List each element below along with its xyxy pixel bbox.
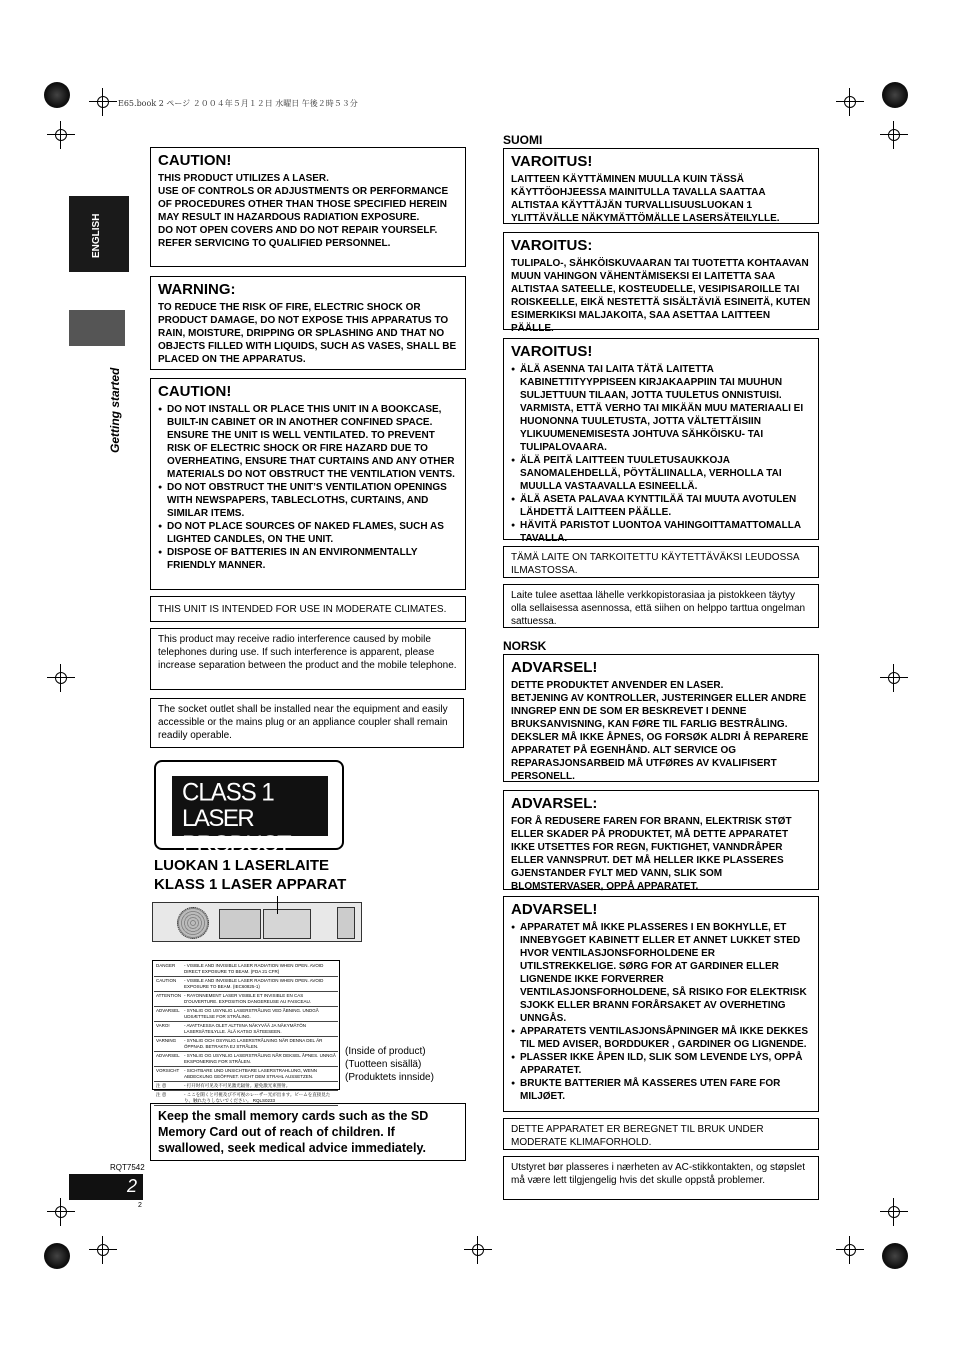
laser-caption-finnish: LUOKAN 1 LASERLAITE <box>154 857 330 874</box>
print-header-meta: E65.book 2 ページ ２００４年５月１２日 水曜日 午後２時５３分 <box>118 99 358 108</box>
product-rear-illustration <box>152 902 362 942</box>
inside-label-text: - SICHTBARE UND UNSICHTBARE LASERSTRAHLUNG, WENN ABDECKUNG GEÖFFNET. NICHT DEM STRAHL AUSSETZEN. <box>184 1068 318 1079</box>
warning-title: WARNING: <box>158 281 236 298</box>
varoitus-box-2 <box>503 232 819 334</box>
norsk-socket-text: Utstyret bør plasseres i nærheten av AC-stikkontakten, og støpslet må være lett tilgjengelig hvis det skulle oppstå problemer. <box>511 1162 806 1186</box>
registration-dot-top-right <box>882 82 908 108</box>
varoitus-text: TULIPALO-, SÄHKÖISKUVAARAN TAI TUOTETTA KOHTAAVAN MUUN VAHINGON VÄHENTÄMISEKSI EI LAITETTA SAA ALTISTAA SATEELLE, KOSTEUDELLE, VESIPISAROILLE TAI ROISKEELLE, EIKÄ NESTETTÄ SISÄLTÄVIÄ ESINEITÄ, KUTEN ESIMERKIKSI MALJAKOITA, SAA ASETTAA LAITTEEN PÄÄLLE. <box>511 258 811 334</box>
memory-card-warning-text: Keep the small memory cards such as the SD Memory Card out of reach of children. If swallowed, seek medical advice immediately. <box>158 1109 429 1155</box>
list-item: ● PLASSER IKKE ÅPEN ILD, SLIK SOM LEVENDE LYS, OPPÅ APPARATET. <box>511 1051 811 1077</box>
connector-panel-icon <box>219 909 261 939</box>
inside-label-row <box>154 977 338 992</box>
norsk-climate-text: DETTE APPARATET ER BEREGNET TIL BRUK UNDER MODERATE KLIMAFORHOLD. <box>511 1124 764 1148</box>
inside-label-row <box>154 992 338 1007</box>
crosshair-mark <box>880 1198 908 1226</box>
radio-interference-note <box>150 628 466 690</box>
inside-label-tag: CAUTION <box>156 978 177 983</box>
advarsel-text: FOR Å REDUSERE FAREN FOR BRANN, ELEKTRISK STØT ELLER SKADER PÅ PRODUKTET, MÅ DETTE APPARATET IKKE UTSETTES FOR REGN, FUKTIGHET, VANNDRÅPER ELLER VANNSPRUT. DET MÅ HELLER IKKE PLASSERES GJENSTANDER FYLT MED VANN, SLIK SOM BLOMSTERVASER, OPPÅ APPARATET. <box>511 816 792 892</box>
crosshair-mark <box>464 1236 492 1264</box>
advarsel-box-3 <box>503 896 819 1112</box>
inside-label-tag: 注 意 <box>156 1083 167 1088</box>
varoitus-text: LAITTEEN KÄYTTÄMINEN MUULLA KUIN TÄSSÄ KÄYTTÖOHJEESSA MAINITULLA TAVALLA SAATTAA ALTISTAA KÄYTTÄJÄN TURVALLISUUSLUOKAN 1 YLITTÄVÄLLE NÄKYMÄTTÖMÄLLE LASERSÄTEILYLLE. <box>511 174 780 224</box>
norsk-climate-note <box>503 1118 819 1150</box>
inside-label-text: - VISIBLE AND INVISIBLE LASER RADIATION WHEN OPEN. AVOID EXPOSURE TO BEAM. (IEC60825-1) <box>184 978 324 989</box>
list-item: ● APPARATETS VENTILASJONSÅPNINGER MÅ IKKE DEKKES TIL MED AVISER, BORDDUKER , GARDINER OG LIGNENDE. <box>511 1025 811 1051</box>
list-item: ● ÄLÄ ASENNA TAI LAITA TÄTÄ LAITETTA KABINETTITYYPPISEEN KIRJAKAAPPIIN TAI MUUHUN SULJETTUUN TILAAN, JOTTA TUULETUS ONNISTUISI. VARMISTA, ETTÄ VERHO TAI MIKÄÄN MUU MATERIAALI EI HUONONNA TUULETUSTA, JOTTA VÄLTETTÄISIIN YLIKUUMENEMISESTA JOHTUVA SÄHKÖISKU- TAI TULIPALOVAARA. <box>511 363 811 454</box>
list-item: ● DO NOT INSTALL OR PLACE THIS UNIT IN A BOOKCASE, BUILT-IN CABINET OR IN ANOTHER CONFINED SPACE. ENSURE THE UNIT IS WELL VENTILATED. TO PREVENT RISK OF ELECTRIC SHOCK OR FIRE HAZARD DUE TO OVERHEATING, ENSURE THAT CURTAINS AND ANY OTHER MATERIALS DO NOT OBSTRUCT THE VENTILATION VENTS. <box>158 403 458 481</box>
list-item: ● ÄLÄ PEITÄ LAITTEEN TUULETUSAUKKOJA SANOMALEHDELLÄ, PÖYTÄLIINALLA, VERHOLLA TAI MUULLA VASTAAVALLA ESINEELLÄ. <box>511 454 811 493</box>
list-item: ● APPARATET MÅ IKKE PLASSERES I EN BOKHYLLE, ET INNEBYGGET KABINETT ELLER ET ANNET LUKKET STED HVOR VENTILASJONSFORHOLDENE ER UTILSTREKKELIGE. SØRG FOR AT GARDINER ELLER LIGNENDE IKKE FORVERRER VENTILASJONSFORHOLDENE, SÅ RISIKO FOR ELEKTRISK SJOKK ELLER BRANN FORÅRSAKET AV OVERHETING UNNGÅS. <box>511 921 811 1025</box>
connector-panel-icon <box>263 909 311 939</box>
inside-label-tag: VARO! <box>156 1023 170 1028</box>
inside-label-tag: 注 意 <box>156 1092 167 1097</box>
inside-label-row <box>154 1052 338 1067</box>
inside-label-text: - SYNLIG OCH OSYNLIG LASERSTRÅLNING NÄR DENNA DEL ÄR ÖPPNAD. BETRAKTA EJ STRÅLEN. <box>184 1038 323 1049</box>
inside-label-tag: VORSICHT <box>156 1068 180 1073</box>
section-heading-suomi: SUOMI <box>503 133 543 147</box>
list-item: ● ÄLÄ ASETA PALAVAA KYNTTILÄÄ TAI MUUTA AVOTULEN LÄHDETTÄ LAITTEEN PÄÄLLE. <box>511 493 811 519</box>
language-tab-label: ENGLISH <box>91 213 102 258</box>
class1-laser-label-inner <box>172 776 328 858</box>
section-tab <box>69 310 125 346</box>
caution-title: CAUTION! <box>158 152 232 169</box>
advarsel-title: ADVARSEL! <box>511 901 598 918</box>
suomi-socket-text: Laite tulee asettaa lähelle verkkopistorasiaa ja pistokkeen täytyy olla sellaisessa asennossa, että siihen on helppo tarttua ongelman sattuessa. <box>511 590 806 627</box>
inside-label-row <box>154 1007 338 1022</box>
inside-label-tag: ADVARSEL <box>156 1053 180 1058</box>
inside-label-text: - SYNLIG OG USYNLIG LASERSTRÅLING VED ÅBNING. UNDGÅ UDSÆTTELSE FOR STRÅLING. <box>184 1008 319 1019</box>
norsk-socket-note <box>503 1156 819 1200</box>
inside-label-text: - 打开时有可见及不可见激光辐射。避免激光束照射。 <box>184 1083 291 1088</box>
section-heading-norsk: NORSK <box>503 639 547 653</box>
advarsel-title: ADVARSEL! <box>511 659 598 676</box>
page-number: 2 <box>126 1176 137 1196</box>
inside-label-row <box>154 1037 338 1052</box>
crosshair-mark <box>47 1198 75 1226</box>
section-label: Getting started <box>108 367 122 453</box>
crosshair-mark <box>880 121 908 149</box>
crosshair-mark <box>836 1236 864 1264</box>
class1-laser-label <box>154 760 344 858</box>
crosshair-mark <box>836 88 864 116</box>
varoitus-title: VAROITUS: <box>511 237 593 254</box>
climate-note <box>150 596 466 622</box>
inside-label-row <box>154 962 338 977</box>
varoitus-box-3 <box>503 338 819 544</box>
list-item: ● HÄVITÄ PARISTOT LUONTOA VAHINGOITTAMATTOMALLA TAVALLA. <box>511 519 811 545</box>
caution-ventilation-box <box>150 378 466 590</box>
climate-note-text: THIS UNIT IS INTENDED FOR USE IN MODERATE CLIMATES. <box>158 604 447 615</box>
crosshair-mark <box>880 664 908 692</box>
inside-label-caption: (Inside of product) (Tuotteen sisällä) (Produktets innside) <box>345 1046 434 1083</box>
language-tab <box>69 196 129 272</box>
connector-panel-icon <box>337 907 355 939</box>
inside-label-row <box>154 1082 338 1091</box>
laser-caption-swedish: KLASS 1 LASER APPARAT <box>154 876 347 893</box>
radio-interference-text: This product may receive radio interference caused by mobile telephones during use. If such interference is apparent, please increase separation between the product and the mobile telephone. <box>158 634 457 671</box>
advarsel-box-2 <box>503 790 819 890</box>
caution-box <box>150 147 466 267</box>
inside-label-text: - AVATTAESSA OLET ALTTIINA NÄKYVÄÄ JA NÄKYMÄTÖN LASERSÄTEILYLLE. ÄLÄ KATSO SÄTEESEEN. <box>184 1023 307 1034</box>
crosshair-mark <box>47 664 75 692</box>
inside-warning-label <box>152 960 340 1103</box>
suomi-climate-text: TÄMÄ LAITE ON TARKOITETTU KÄYTETTÄVÄKSI LEUDOSSA ILMASTOSSA. <box>511 552 800 576</box>
varoitus-title: VAROITUS! <box>511 153 593 170</box>
varoitus-list <box>511 363 811 545</box>
inside-label-tag: DANGER <box>156 963 176 968</box>
advarsel-box-1 <box>503 654 819 782</box>
registration-dot-bottom-right <box>882 1243 908 1269</box>
advarsel-text: DETTE PRODUKTET ANVENDER EN LASER. BETJENING AV KONTROLLER, JUSTERINGER ELLER ANDRE INNGREP ENN DE SOM ER BESKREVET I DENNE BRUKSANVISNING, KAN FØRE TIL FARLIG BESTRÅLING. DEKSLER MÅ IKKE ÅPNES, OG FORSØK ALDRI Å REPARERE APPARATET PÅ EGENHÅND. ALT SERVICE OG REPARASJONSARBEID MÅ UTFØRES AV KVALIFISERT PERSONELL. <box>511 680 809 782</box>
suomi-socket-note <box>503 584 819 628</box>
inside-label-tag: ATTENTION <box>156 993 182 998</box>
inside-label-text: - VISIBLE AND INVISIBLE LASER RADIATION WHEN OPEN. AVOID DIRECT EXPOSURE TO BEAM. (FDA 21 CFR) <box>184 963 324 974</box>
laser-label-line1: CLASS 1 <box>182 778 274 807</box>
inside-label-tag: VARNING <box>156 1038 177 1043</box>
list-item: ● DO NOT PLACE SOURCES OF NAKED FLAMES, SUCH AS LIGHTED CANDLES, ON THE UNIT. <box>158 520 458 546</box>
memory-card-warning <box>150 1103 466 1161</box>
inside-label-text: - SYNLIG OG USYNLIG LASERSTRÅLING NÅR DEKSEL ÅPNES. UNNGÅ EKSPONERING FOR STRÅLEN. <box>184 1053 336 1064</box>
fan-vent-icon <box>177 907 209 939</box>
registration-dot-top-left <box>44 82 70 108</box>
small-page-number: 2 <box>138 1202 142 1209</box>
registration-dot-bottom-left <box>44 1243 70 1269</box>
warning-text: TO REDUCE THE RISK OF FIRE, ELECTRIC SHOCK OR PRODUCT DAMAGE, DO NOT EXPOSE THIS APPARATUS TO RAIN, MOISTURE, DRIPPING OR SPLASHING AND THAT NO OBJECTS FILLED WITH LIQUIDS, SUCH AS VASES, SHALL BE PLACED ON THE APPARATUS. <box>158 302 457 365</box>
list-item: ● DISPOSE OF BATTERIES IN AN ENVIRONMENTALLY FRIENDLY MANNER. <box>158 546 458 572</box>
caution-ventilation-title: CAUTION! <box>158 383 232 400</box>
warning-box <box>150 276 466 370</box>
inside-label-row <box>154 1067 338 1082</box>
crosshair-mark <box>47 121 75 149</box>
inside-warning-rows <box>154 962 338 1106</box>
label-pointer-line <box>277 896 278 914</box>
inside-label-tag: ADVARSEL <box>156 1008 180 1013</box>
socket-outlet-text: The socket outlet shall be installed near the equipment and easily accessible or the mains plug or an appliance coupler shall remain readily operable. <box>158 704 448 741</box>
caution-text: THIS PRODUCT UTILIZES A LASER. USE OF CONTROLS OR ADJUSTMENTS OR PERFORMANCE OF PROCEDURES OTHER THAN THOSE SPECIFIED HEREIN MAY RESULT IN HAZARDOUS RADIATION EXPOSURE. DO NOT OPEN COVERS AND DO NOT REPAIR YOURSELF. REFER SERVICING TO QUALIFIED PERSONNEL. <box>158 173 449 249</box>
inside-label-text: - RAYONNEMENT LASER VISIBLE ET INVISIBLE EN CAS D'OUVERTURE. EXPOSITION DANGEREUSE AU FAISCEAU. <box>184 993 312 1004</box>
caution-ventilation-list <box>158 403 458 572</box>
laser-label-line2: LASER PRODUCT <box>182 805 291 858</box>
suomi-climate-note <box>503 546 819 578</box>
socket-outlet-note <box>150 698 464 748</box>
varoitus-box-1 <box>503 148 819 224</box>
doc-code: RQT7542 <box>110 1163 145 1172</box>
list-item: ● DO NOT OBSTRUCT THE UNIT’S VENTILATION OPENINGS WITH NEWSPAPERS, TABLECLOTHS, CURTAINS, AND SIMILAR ITEMS. <box>158 481 458 520</box>
crosshair-mark <box>89 88 117 116</box>
varoitus-title: VAROITUS! <box>511 343 593 360</box>
advarsel-title: ADVARSEL: <box>511 795 598 812</box>
page-number-block <box>69 1174 143 1200</box>
inside-label-row <box>154 1022 338 1037</box>
advarsel-list <box>511 921 811 1103</box>
inside-label-text: - ここを開くと可視及び不可視のレーザー光が出ます。ビームを直接見たり、触れたりしないでください。 RQLS0233 <box>184 1092 331 1103</box>
list-item: ● BRUKTE BATTERIER MÅ KASSERES UTEN FARE FOR MILJØET. <box>511 1077 811 1103</box>
crosshair-mark <box>89 1236 117 1264</box>
